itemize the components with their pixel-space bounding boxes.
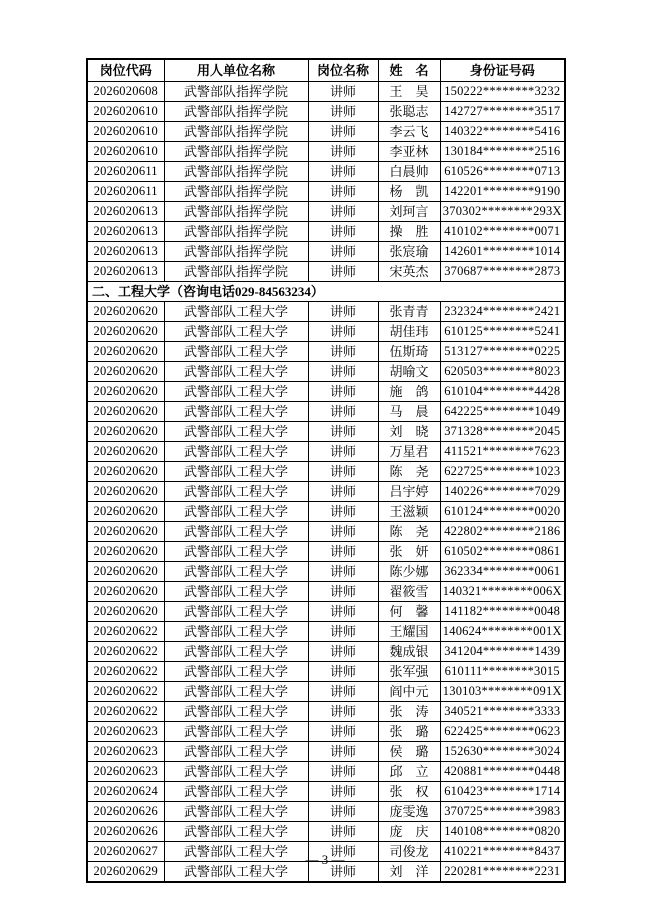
cell-id-number: 362334********0061: [440, 562, 565, 582]
cell-position-title: 讲师: [308, 482, 378, 502]
cell-id-number: 142201********9190: [440, 182, 565, 202]
cell-position-code: 2026020626: [87, 802, 164, 822]
cell-position-code: 2026020620: [87, 602, 164, 622]
cell-employer-name: 武警部队指挥学院: [164, 262, 308, 282]
section-title: 二、工程大学（咨询电话029-84563234）: [87, 282, 565, 302]
cell-candidate-name: 伍斯琦: [378, 342, 440, 362]
cell-candidate-name: 白晨帅: [378, 162, 440, 182]
table-row: [87, 722, 565, 742]
cell-position-code: 2026020613: [87, 262, 164, 282]
cell-employer-name: 武警部队工程大学: [164, 702, 308, 722]
cell-position-title: 讲师: [308, 262, 378, 282]
cell-position-title: 讲师: [308, 122, 378, 142]
cell-position-title: 讲师: [308, 562, 378, 582]
cell-position-code: 2026020610: [87, 142, 164, 162]
cell-position-title: 讲师: [308, 402, 378, 422]
cell-id-number: 422802********2186: [440, 522, 565, 542]
cell-position-code: 2026020620: [87, 342, 164, 362]
header-candidate-name: 姓 名: [378, 59, 440, 82]
cell-employer-name: 武警部队工程大学: [164, 362, 308, 382]
cell-employer-name: 武警部队工程大学: [164, 542, 308, 562]
cell-employer-name: 武警部队工程大学: [164, 522, 308, 542]
cell-position-code: 2026020611: [87, 182, 164, 202]
cell-candidate-name: 刘珂言: [378, 202, 440, 222]
cell-candidate-name: 施 鸽: [378, 382, 440, 402]
cell-id-number: 152630********3024: [440, 742, 565, 762]
cell-employer-name: 武警部队工程大学: [164, 382, 308, 402]
cell-position-title: 讲师: [308, 522, 378, 542]
cell-employer-name: 武警部队工程大学: [164, 622, 308, 642]
cell-position-code: 2026020620: [87, 442, 164, 462]
cell-position-title: 讲师: [308, 102, 378, 122]
cell-candidate-name: 胡喻文: [378, 362, 440, 382]
cell-employer-name: 武警部队指挥学院: [164, 122, 308, 142]
table-row: [87, 602, 565, 622]
cell-position-title: 讲师: [308, 802, 378, 822]
table-row: [87, 482, 565, 502]
header-id-number: 身份证号码: [440, 59, 565, 82]
cell-employer-name: 武警部队工程大学: [164, 802, 308, 822]
cell-position-code: 2026020623: [87, 722, 164, 742]
cell-candidate-name: 张 妍: [378, 542, 440, 562]
cell-employer-name: 武警部队工程大学: [164, 322, 308, 342]
cell-employer-name: 武警部队指挥学院: [164, 182, 308, 202]
table-row: [87, 422, 565, 442]
cell-position-code: 2026020620: [87, 362, 164, 382]
table-row: [87, 142, 565, 162]
cell-candidate-name: 张聪志: [378, 102, 440, 122]
cell-employer-name: 武警部队工程大学: [164, 782, 308, 802]
cell-employer-name: 武警部队指挥学院: [164, 142, 308, 162]
cell-candidate-name: 张军强: [378, 662, 440, 682]
cell-position-code: 2026020627: [87, 842, 164, 862]
cell-position-title: 讲师: [308, 142, 378, 162]
cell-id-number: 410102********0071: [440, 222, 565, 242]
cell-employer-name: 武警部队工程大学: [164, 422, 308, 442]
table-row: [87, 622, 565, 642]
header-position-code: 岗位代码: [87, 59, 164, 82]
cell-position-code: 2026020620: [87, 322, 164, 342]
table-row: [87, 542, 565, 562]
cell-employer-name: 武警部队工程大学: [164, 302, 308, 322]
table-row: [87, 162, 565, 182]
table-row: [87, 582, 565, 602]
cell-position-code: 2026020620: [87, 582, 164, 602]
cell-position-code: 2026020611: [87, 162, 164, 182]
cell-id-number: 610111********3015: [440, 662, 565, 682]
table-row: [87, 742, 565, 762]
cell-position-title: 讲师: [308, 642, 378, 662]
cell-employer-name: 武警部队指挥学院: [164, 242, 308, 262]
cell-candidate-name: 魏成银: [378, 642, 440, 662]
cell-id-number: 610104********4428: [440, 382, 565, 402]
table-row: [87, 362, 565, 382]
cell-id-number: 420881********0448: [440, 762, 565, 782]
cell-id-number: 610125********5241: [440, 322, 565, 342]
cell-id-number: 610124********0020: [440, 502, 565, 522]
cell-candidate-name: 宋英杰: [378, 262, 440, 282]
cell-position-title: 讲师: [308, 542, 378, 562]
cell-position-code: 2026020620: [87, 422, 164, 442]
cell-position-title: 讲师: [308, 762, 378, 782]
cell-position-code: 2026020622: [87, 642, 164, 662]
cell-position-code: 2026020622: [87, 682, 164, 702]
cell-candidate-name: 张青青: [378, 302, 440, 322]
table-row: [87, 122, 565, 142]
table-row: [87, 342, 565, 362]
cell-id-number: 513127********0225: [440, 342, 565, 362]
cell-position-code: 2026020626: [87, 822, 164, 842]
cell-id-number: 140624********001X: [440, 622, 565, 642]
cell-position-title: 讲师: [308, 682, 378, 702]
cell-id-number: 140322********5416: [440, 122, 565, 142]
cell-employer-name: 武警部队工程大学: [164, 442, 308, 462]
cell-id-number: 140226********7029: [440, 482, 565, 502]
cell-position-title: 讲师: [308, 162, 378, 182]
table-row: [87, 782, 565, 802]
cell-id-number: 410221********8437: [440, 842, 565, 862]
cell-candidate-name: 张宸瑜: [378, 242, 440, 262]
cell-position-title: 讲师: [308, 602, 378, 622]
table-row: [87, 762, 565, 782]
cell-employer-name: 武警部队工程大学: [164, 602, 308, 622]
cell-position-code: 2026020622: [87, 702, 164, 722]
table-row: [87, 642, 565, 662]
table-row: [87, 702, 565, 722]
cell-position-title: 讲师: [308, 822, 378, 842]
cell-position-code: 2026020622: [87, 622, 164, 642]
table-row: [87, 302, 565, 322]
cell-employer-name: 武警部队指挥学院: [164, 102, 308, 122]
cell-position-code: 2026020620: [87, 382, 164, 402]
cell-employer-name: 武警部队工程大学: [164, 582, 308, 602]
cell-employer-name: 武警部队工程大学: [164, 642, 308, 662]
table-row: [87, 242, 565, 262]
cell-position-title: 讲师: [308, 382, 378, 402]
cell-id-number: 341204********1439: [440, 642, 565, 662]
cell-position-title: 讲师: [308, 742, 378, 762]
cell-candidate-name: 吕宇婷: [378, 482, 440, 502]
cell-id-number: 140108********0820: [440, 822, 565, 842]
table-row: [87, 442, 565, 462]
section-header-row: [87, 282, 565, 302]
cell-candidate-name: 王耀国: [378, 622, 440, 642]
cell-position-title: 讲师: [308, 302, 378, 322]
cell-employer-name: 武警部队工程大学: [164, 662, 308, 682]
cell-id-number: 610526********0713: [440, 162, 565, 182]
cell-candidate-name: 邱 立: [378, 762, 440, 782]
cell-employer-name: 武警部队工程大学: [164, 342, 308, 362]
header-position-title: 岗位名称: [308, 59, 378, 82]
cell-position-code: 2026020613: [87, 202, 164, 222]
cell-id-number: 130184********2516: [440, 142, 565, 162]
table-header-row: [87, 59, 565, 82]
cell-candidate-name: 李亚林: [378, 142, 440, 162]
table-body: [87, 82, 565, 883]
cell-employer-name: 武警部队工程大学: [164, 402, 308, 422]
cell-position-code: 2026020610: [87, 102, 164, 122]
cell-candidate-name: 庞 庆: [378, 822, 440, 842]
cell-employer-name: 武警部队工程大学: [164, 562, 308, 582]
cell-position-title: 讲师: [308, 82, 378, 102]
table-row: [87, 822, 565, 842]
cell-position-code: 2026020622: [87, 662, 164, 682]
cell-id-number: 622425********0623: [440, 722, 565, 742]
cell-id-number: 140321********006X: [440, 582, 565, 602]
cell-position-title: 讲师: [308, 502, 378, 522]
cell-candidate-name: 张 璐: [378, 722, 440, 742]
cell-id-number: 142601********1014: [440, 242, 565, 262]
cell-candidate-name: 王 昊: [378, 82, 440, 102]
cell-candidate-name: 马 晨: [378, 402, 440, 422]
cell-employer-name: 武警部队工程大学: [164, 842, 308, 862]
cell-candidate-name: 陈 尧: [378, 462, 440, 482]
table-row: [87, 402, 565, 422]
cell-id-number: 620503********8023: [440, 362, 565, 382]
cell-id-number: 610502********0861: [440, 542, 565, 562]
cell-id-number: 130103********091X: [440, 682, 565, 702]
cell-position-title: 讲师: [308, 442, 378, 462]
cell-position-title: 讲师: [308, 622, 378, 642]
cell-position-title: 讲师: [308, 322, 378, 342]
cell-position-code: 2026020624: [87, 782, 164, 802]
cell-id-number: 220281********2231: [440, 862, 565, 883]
cell-position-code: 2026020620: [87, 482, 164, 502]
cell-employer-name: 武警部队工程大学: [164, 762, 308, 782]
cell-candidate-name: 陈少娜: [378, 562, 440, 582]
cell-candidate-name: 侯 璐: [378, 742, 440, 762]
table-row: [87, 202, 565, 222]
table-row: [87, 662, 565, 682]
table-row: [87, 462, 565, 482]
cell-employer-name: 武警部队工程大学: [164, 482, 308, 502]
cell-candidate-name: 万星君: [378, 442, 440, 462]
cell-candidate-name: 操 胜: [378, 222, 440, 242]
cell-id-number: 142727********3517: [440, 102, 565, 122]
cell-candidate-name: 翟筱雪: [378, 582, 440, 602]
cell-position-code: 2026020623: [87, 742, 164, 762]
cell-id-number: 622725********1023: [440, 462, 565, 482]
cell-candidate-name: 张 涛: [378, 702, 440, 722]
cell-id-number: 411521********7623: [440, 442, 565, 462]
cell-candidate-name: 张 权: [378, 782, 440, 802]
cell-position-code: 2026020613: [87, 242, 164, 262]
page-number: — 3 —: [305, 852, 345, 867]
cell-position-code: 2026020620: [87, 522, 164, 542]
cell-position-code: 2026020620: [87, 562, 164, 582]
cell-candidate-name: 阎中元: [378, 682, 440, 702]
cell-position-code: 2026020613: [87, 222, 164, 242]
cell-position-title: 讲师: [308, 242, 378, 262]
cell-employer-name: 武警部队工程大学: [164, 822, 308, 842]
cell-position-title: 讲师: [308, 782, 378, 802]
cell-position-code: 2026020610: [87, 122, 164, 142]
cell-employer-name: 武警部队工程大学: [164, 682, 308, 702]
table-row: [87, 182, 565, 202]
cell-candidate-name: 陈 尧: [378, 522, 440, 542]
cell-position-title: 讲师: [308, 582, 378, 602]
cell-candidate-name: 杨 凯: [378, 182, 440, 202]
cell-position-code: 2026020620: [87, 402, 164, 422]
table-row: [87, 502, 565, 522]
cell-position-code: 2026020620: [87, 462, 164, 482]
cell-position-title: 讲师: [308, 722, 378, 742]
cell-position-title: 讲师: [308, 222, 378, 242]
table-row: [87, 562, 565, 582]
cell-position-title: 讲师: [308, 862, 378, 883]
cell-employer-name: 武警部队工程大学: [164, 742, 308, 762]
cell-position-code: 2026020623: [87, 762, 164, 782]
cell-candidate-name: 庞雯逸: [378, 802, 440, 822]
table-row: [87, 262, 565, 282]
cell-id-number: 370687********2873: [440, 262, 565, 282]
cell-employer-name: 武警部队工程大学: [164, 462, 308, 482]
header-employer-name: 用人单位名称: [164, 59, 308, 82]
table-row: [87, 102, 565, 122]
cell-position-title: 讲师: [308, 362, 378, 382]
cell-position-title: 讲师: [308, 702, 378, 722]
table-row: [87, 222, 565, 242]
cell-position-code: 2026020620: [87, 542, 164, 562]
table-row: [87, 82, 565, 102]
cell-candidate-name: 刘 洋: [378, 862, 440, 883]
recruitment-roster-table: [86, 58, 566, 883]
table-row: [87, 682, 565, 702]
table-row: [87, 802, 565, 822]
cell-candidate-name: 刘 晓: [378, 422, 440, 442]
cell-employer-name: 武警部队指挥学院: [164, 162, 308, 182]
cell-position-code: 2026020620: [87, 302, 164, 322]
cell-position-title: 讲师: [308, 662, 378, 682]
cell-position-title: 讲师: [308, 462, 378, 482]
cell-position-title: 讲师: [308, 842, 378, 862]
cell-id-number: 232324********2421: [440, 302, 565, 322]
cell-employer-name: 武警部队指挥学院: [164, 202, 308, 222]
cell-employer-name: 武警部队指挥学院: [164, 222, 308, 242]
cell-id-number: 371328********2045: [440, 422, 565, 442]
cell-position-title: 讲师: [308, 422, 378, 442]
cell-employer-name: 武警部队工程大学: [164, 722, 308, 742]
cell-position-code: 2026020620: [87, 502, 164, 522]
cell-employer-name: 武警部队工程大学: [164, 862, 308, 883]
cell-position-title: 讲师: [308, 182, 378, 202]
cell-candidate-name: 李云飞: [378, 122, 440, 142]
cell-id-number: 610423********1714: [440, 782, 565, 802]
cell-id-number: 642225********1049: [440, 402, 565, 422]
table-row: [87, 322, 565, 342]
cell-candidate-name: 司俊龙: [378, 842, 440, 862]
table-row: [87, 382, 565, 402]
cell-id-number: 150222********3232: [440, 82, 565, 102]
cell-employer-name: 武警部队工程大学: [164, 502, 308, 522]
cell-candidate-name: 王滋颖: [378, 502, 440, 522]
cell-position-code: 2026020629: [87, 862, 164, 883]
cell-position-title: 讲师: [308, 202, 378, 222]
cell-position-code: 2026020608: [87, 82, 164, 102]
cell-candidate-name: 胡佳玮: [378, 322, 440, 342]
cell-id-number: 141182********0048: [440, 602, 565, 622]
cell-candidate-name: 何 馨: [378, 602, 440, 622]
cell-employer-name: 武警部队指挥学院: [164, 82, 308, 102]
cell-position-title: 讲师: [308, 342, 378, 362]
cell-id-number: 370302********293X: [440, 202, 565, 222]
cell-id-number: 370725********3983: [440, 802, 565, 822]
table-row: [87, 522, 565, 542]
cell-id-number: 340521********3333: [440, 702, 565, 722]
